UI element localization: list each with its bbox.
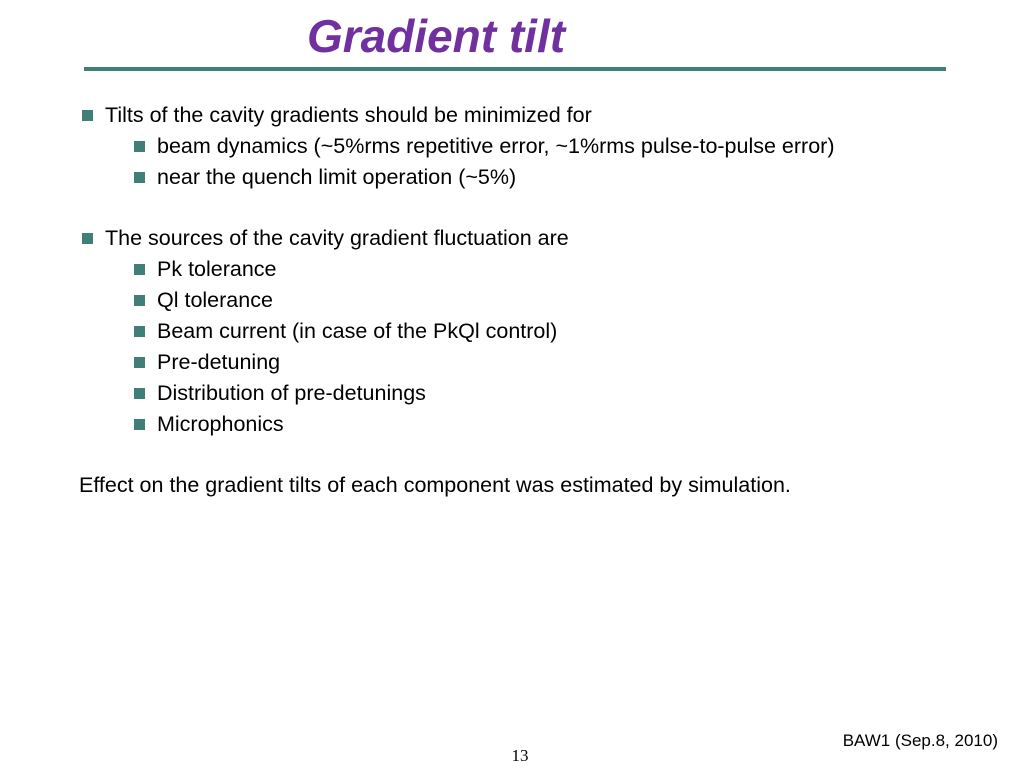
sub-bullet-item — [79, 162, 999, 193]
square-bullet-icon — [134, 172, 145, 183]
title-divider — [84, 67, 946, 71]
sub-bullet-item — [79, 378, 999, 409]
footer-note: BAW1 (Sep.8, 2010) — [842, 731, 998, 750]
bullet-text: The sources of the cavity gradient fluctuation are — [105, 226, 569, 250]
square-bullet-icon — [134, 326, 145, 337]
sub-bullet-item — [79, 347, 999, 378]
square-bullet-icon — [134, 264, 145, 275]
sub-bullet-item — [79, 409, 999, 440]
sub-bullet-item — [79, 316, 999, 347]
square-bullet-icon — [134, 141, 145, 152]
square-bullet-icon — [134, 388, 145, 399]
bullet-text: Tilts of the cavity gradients should be minimized for — [105, 103, 592, 127]
square-bullet-icon — [82, 110, 93, 121]
section-spacer — [79, 193, 999, 223]
sub-bullet-item — [79, 254, 999, 285]
sub-bullet-item — [79, 131, 999, 162]
sub-bullet-text: Beam current (in case of the PkQl control) — [157, 319, 558, 343]
conclusion-text: Effect on the gradient tilts of each component was estimated by simulation. — [79, 473, 791, 497]
square-bullet-icon — [134, 295, 145, 306]
sub-bullet-text: Pre-detuning — [157, 350, 281, 374]
bullet-item — [79, 100, 999, 131]
sub-bullet-text: Pk tolerance — [157, 257, 277, 281]
bullet-item — [79, 223, 999, 254]
section-spacer — [79, 440, 999, 470]
square-bullet-icon — [134, 357, 145, 368]
square-bullet-icon — [82, 233, 93, 244]
square-bullet-icon — [134, 419, 145, 430]
page-number: 13 — [511, 746, 529, 765]
slide-title: Gradient tilt — [306, 10, 566, 62]
sub-bullet-text: near the quench limit operation (~5%) — [157, 165, 517, 189]
sub-bullet-text: Ql tolerance — [157, 288, 273, 312]
sub-bullet-item — [79, 285, 999, 316]
sub-bullet-text: Distribution of pre-detunings — [157, 381, 426, 405]
sub-bullet-text: Microphonics — [157, 412, 284, 436]
sub-bullet-text: beam dynamics (~5%rms repetitive error, ~1%rms pulse-to-pulse error) — [157, 134, 835, 158]
slide-body — [79, 100, 999, 501]
